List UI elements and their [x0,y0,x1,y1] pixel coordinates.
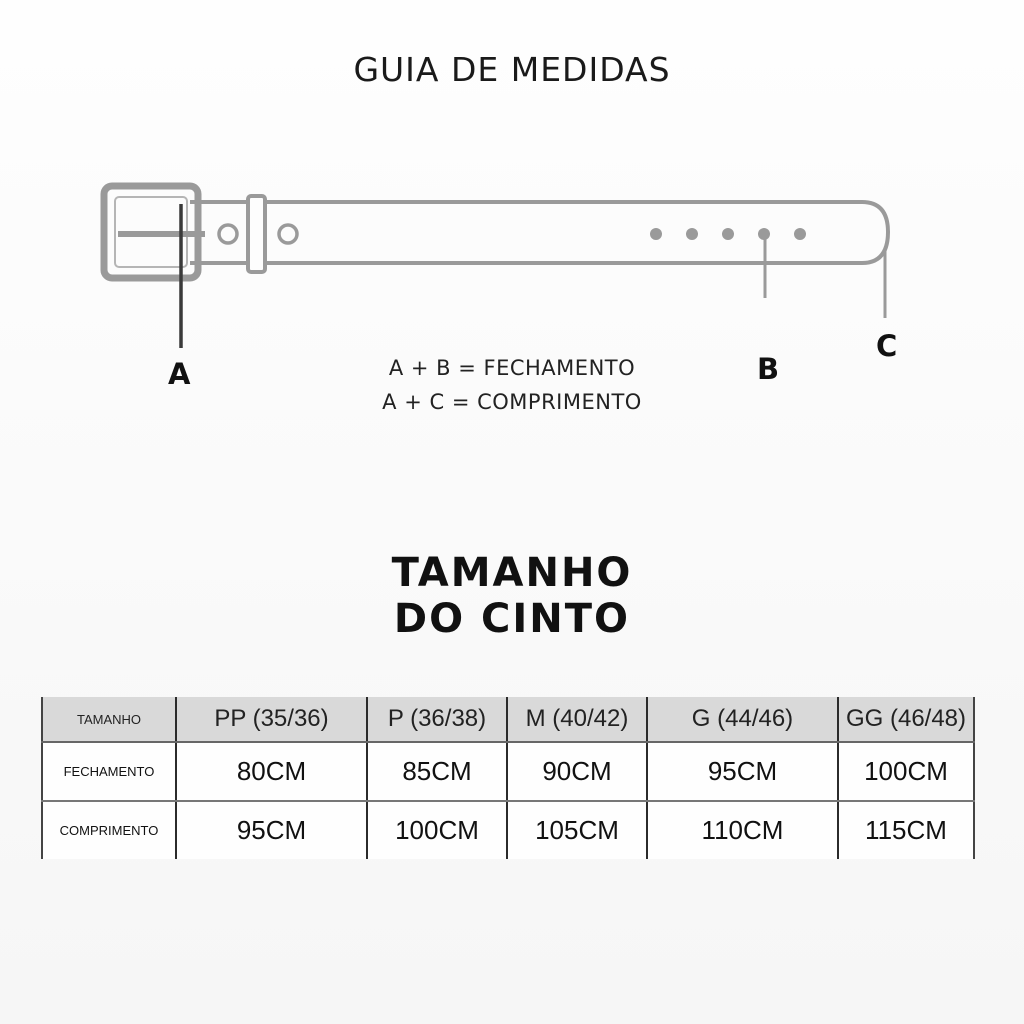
table-cell: 100CM [838,742,974,801]
eyelet-1 [219,225,237,243]
table-cell: 90CM [507,742,647,801]
table-cell: 100CM [367,801,507,859]
header-cell-m: M (40/42) [507,697,647,742]
table-cell: 85CM [367,742,507,801]
formula-closure: A + B = FECHAMENTO [388,356,636,380]
row-label-length: COMPRIMENTO [42,801,176,859]
belt-hole-3 [722,228,734,240]
header-cell-g: G (44/46) [647,697,838,742]
table-cell: 110CM [647,801,838,859]
table-cell: 105CM [507,801,647,859]
table-header-row [42,697,974,742]
marker-b-label: B [757,352,780,386]
header-cell-size: TAMANHO [42,697,176,742]
header-cell-gg: GG (46/48) [838,697,974,742]
guide-title: GUIA DE MEDIDAS [353,50,671,89]
table-cell: 95CM [176,801,367,859]
table-row-length [42,801,974,859]
belt-hole-2 [686,228,698,240]
table-cell: 115CM [838,801,974,859]
belt-hole-1 [650,228,662,240]
header-cell-p: P (36/38) [367,697,507,742]
table-row-closure [42,742,974,801]
table-cell: 80CM [176,742,367,801]
table-cell: 95CM [647,742,838,801]
marker-a-label: A [168,357,191,391]
marker-c-label: C [876,329,898,363]
belt-strap [190,202,888,263]
size-section-title [0,550,1024,642]
size-table [41,697,975,859]
belt-keeper [248,196,265,272]
size-title-line-1: TAMANHO [391,550,633,596]
row-label-closure: FECHAMENTO [42,742,176,801]
formula-length: A + C = COMPRIMENTO [382,390,642,414]
size-title-line-2: DO CINTO [393,596,631,642]
belt-hole-5 [794,228,806,240]
eyelet-2 [279,225,297,243]
header-cell-pp: PP (35/36) [176,697,367,742]
